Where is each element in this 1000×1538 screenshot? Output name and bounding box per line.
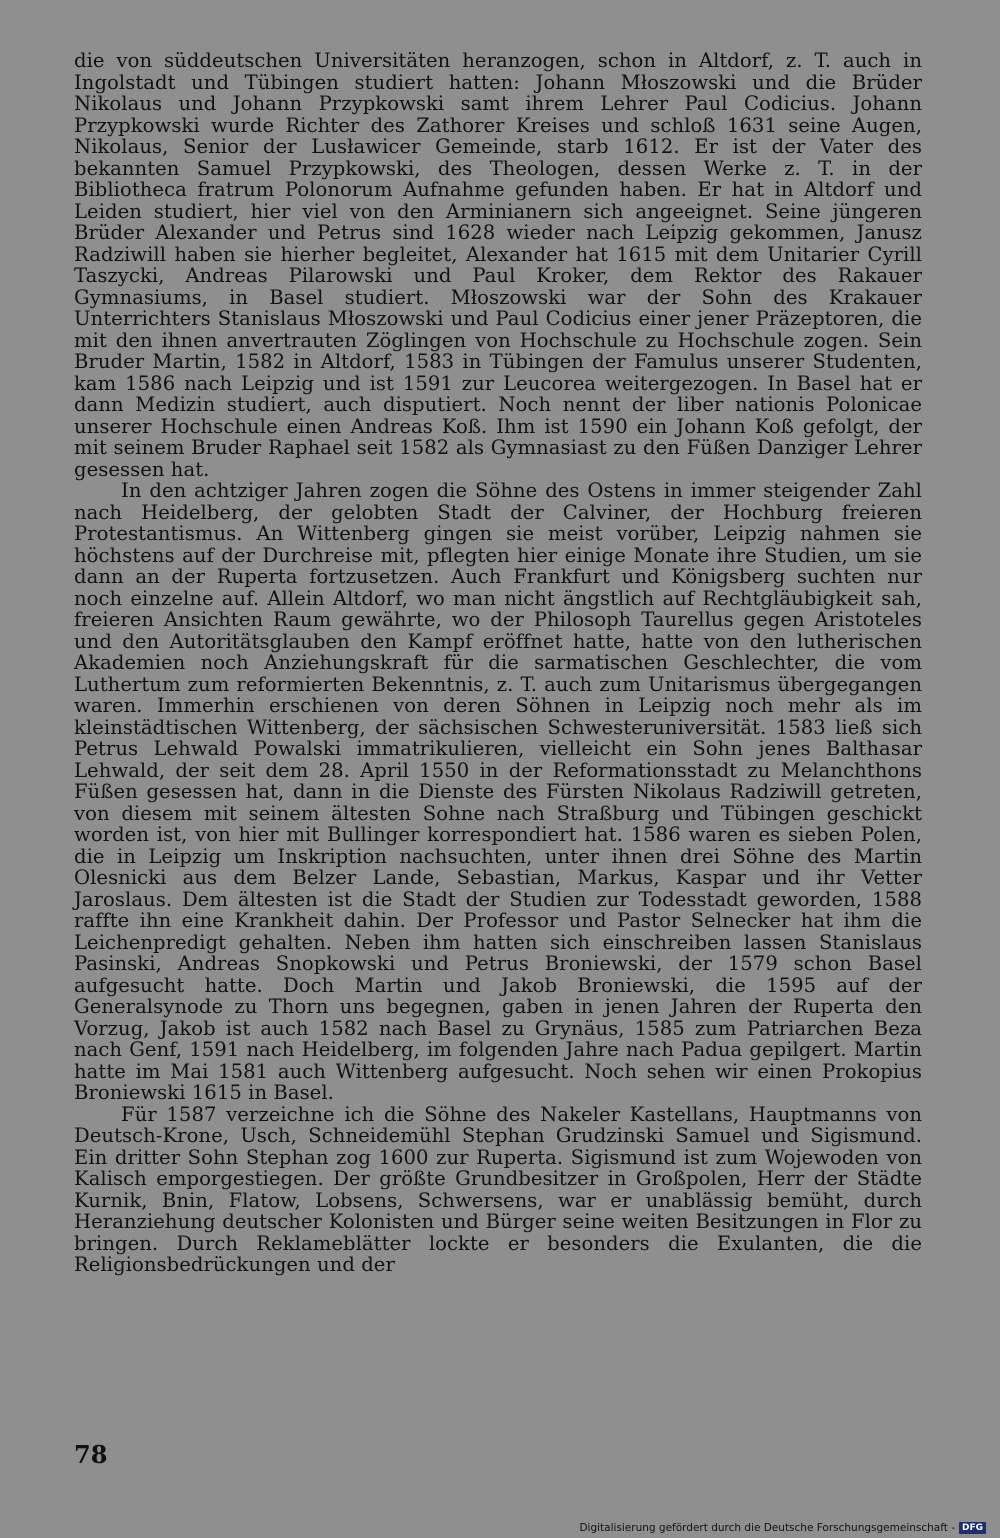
page-body <box>74 50 922 1276</box>
paragraph-2: In den achtziger Jahren zogen die Söhne des Ostens in immer steigender Zahl nach Heidelberg, der gelobten Stadt der Calviner, der Hochburg freieren Protestantismus. An Wittenberg gingen sie meist vorüber, Leipzig nahmen sie höchstens auf der Durchreise mit, pflegten hier einige Monate ihre Studien, um sie dann an der Ruperta fortzusetzen. Auch Frankfurt und Königsberg suchten nur noch einzelne auf. Allein Altdorf, wo man nicht ängstlich auf Rechtgläubigkeit sah, freieren Ansichten Raum gewährte, wo der Philosoph Taurellus gegen Aristoteles und den Autoritätsglauben den Kampf eröffnet hatte, hatte von den lutherischen Akademien noch Anziehungskraft für die sarmatischen Geschlechter, die vom Luthertum zum reformierten Bekenntnis, z. T. auch zum Unitarismus übergegangen waren. Immerhin erschienen von deren Söhnen in Leipzig noch mehr als im kleinstädtischen Wittenberg, der sächsischen Schwesteruniversität. 1583 ließ sich Petrus Lehwald Powalski immatrikulieren, vielleicht ein Sohn jenes Balthasar Lehwald, der seit dem 28. April 1550 in der Reformationsstadt zu Melanchthons Füßen gesessen hat, dann in die Dienste des Fürsten Nikolaus Radziwill getreten, von diesem mit seinem ältesten Sohne nach Straßburg und Tübingen geschickt worden ist, von hier mit Bullinger korrespondiert hat. 1586 waren es sieben Polen, die in Leipzig um Inskription nachsuchten, unter ihnen drei Söhne des Martin Olesnicki aus dem Belzer Lande, Sebastian, Markus, Kaspar und ihr Vetter Jaroslaus. Dem ältesten ist die Stadt der Studien zur Todesstadt geworden, 1588 raffte ihn eine Krankheit dahin. Der Professor und Pastor Selnecker hat ihm die Leichenpredigt gehalten. Neben ihm hatten sich einschreiben lassen Stanislaus Pasinski, Andreas Snopkowski und Petrus Broniewski, der 1579 schon Basel aufgesucht hatte. Doch Martin und Jakob Broniewski, die 1595 auf der Generalsynode zu Thorn uns begegnen, gaben in jenen Jahren der Ruperta den Vorzug, Jakob ist auch 1582 nach Basel zu Grynäus, 1585 zum Patriarchen Beza nach Genf, 1591 nach Heidelberg, im folgenden Jahre nach Padua gepilgert. Martin hatte im Mai 1581 auch Wittenberg aufgesucht. Noch sehen wir einen Prokopius Broniewski 1615 in Basel. <box>74 479 922 1104</box>
dfg-logo-icon: DFG <box>959 1522 986 1534</box>
page-number: 78 <box>74 1440 108 1469</box>
digitization-footer <box>579 1522 986 1534</box>
paragraph-3: Für 1587 verzeichne ich die Söhne des Nakeler Kastellans, Hauptmanns von Deutsch-Krone, Usch, Schneidemühl Stephan Grudzinski Samuel und Sigismund. Ein dritter Sohn Stephan zog 1600 zur Ruperta. Sigismund ist zum Wojewoden von Kalisch emporgestiegen. Der größte Grundbesitzer in Großpolen, Herr der Städte Kurnik, Bnin, Flatow, Lobsens, Schwersens, war er unablässig bemüht, durch Heranziehung deutscher Kolonisten und Bürger seine weiten Besitzungen in Flor zu bringen. Durch Reklameblätter lockte er besonders die Exulanten, die die Religionsbedrückungen und der <box>74 1102 922 1276</box>
paragraph-1: die von süddeutschen Universitäten heranzogen, schon in Altdorf, z. T. auch in Ingolstadt und Tübingen studiert hatten: Johann Młoszowski und die Brüder Nikolaus und Johann Przypkowski samt ihrem Lehrer Paul Codicius. Johann Przypkowski wurde Richter des Zathorer Kreises und schloß 1631 seine Augen, Nikolaus, Senior der Lusławicer Gemeinde, starb 1612. Er ist der Vater des bekannten Samuel Przypkowski, des Theologen, dessen Werke z. T. in der Bibliotheca fratrum Polonorum Aufnahme gefunden haben. Er hat in Altdorf und Leiden studiert, hier viel von den Arminianern sich angeeignet. Seine jüngeren Brüder Alexander und Petrus sind 1628 wieder nach Leipzig gekommen, Janusz Radziwill haben sie hierher begleitet, Alexander hat 1615 mit dem Unitarier Cyrill Taszycki, Andreas Pilarowski und Paul Kroker, dem Rektor des Rakauer Gymnasiums, in Basel studiert. Młoszowski war der Sohn des Krakauer Unterrichters Stanislaus Młoszowski und Paul Codicius einer jener Präzeptoren, die mit den ihnen anvertrauten Zöglingen von Hochschule zu Hochschule zogen. Sein Bruder Martin, 1582 in Altdorf, 1583 in Tübingen der Famulus unserer Studenten, kam 1586 nach Leipzig und ist 1591 zur Leucorea weitergezogen. In Basel hat er dann Medizin studiert, auch disputiert. Noch nennt der liber nationis Polonicae unserer Hochschule einen Andreas Koß. Ihm ist 1590 ein Johann Koß gefolgt, der mit seinem Bruder Raphael seit 1582 als Gymnasiast zu den Füßen Danziger Lehrer gesessen hat. <box>74 49 922 481</box>
footer-text: Digitalisierung gefördert durch die Deutsche Forschungsgemeinschaft - <box>579 1522 955 1534</box>
